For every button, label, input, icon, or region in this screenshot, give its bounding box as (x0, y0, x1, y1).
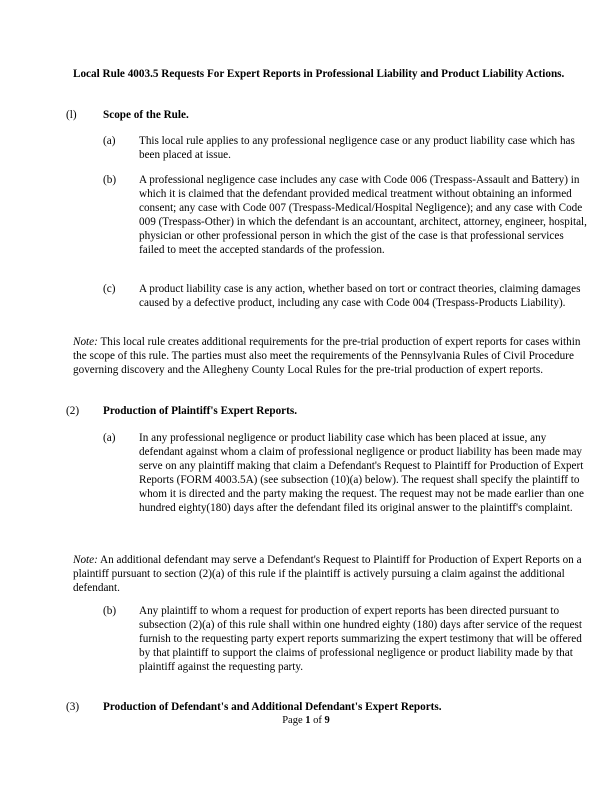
current-page-number: 1 (305, 715, 311, 726)
section-2-item-b-text: Any plaintiff to whom a request for production of expert reports has been directed pursuant to subsection (2)(a) of this rule shall within one hundred eighty (180) days after service of the request furnish to the requesting party expert reports summarizing the expert testimony that will be offered by that plaintiff to support the claims of professional negligence or product liability made by that plaintiff against the requesting party. (139, 605, 583, 673)
note-label: Note: (73, 554, 98, 566)
section-1-item-b-text: A professional negligence case includes any case with Code 006 (Trespass-Assault and Battery) in which it is claimed that the defendant provided medical treatment without obtaining an informed consent; any case with Code 007 (Trespass-Medical/Hospital Negligence); and any case with Code 009 (Trespass-Other) in which the defendant is an accountant, architect, attorney, engineer, hospital, physician or other professional person in which the gist of the case is that professional services failed to meet the accepted standards of the profession. (139, 174, 587, 256)
section-2-heading: Production of Plaintiff's Expert Reports. (103, 405, 298, 417)
page-footer (0, 714, 612, 728)
section-2-item-a-text: In any professional negligence or product liability case which has been placed at issue, any defendant against whom a claim of professional negligence or product liability has been made may serve on any plaintiff making that claim a Defendant's Request to Plaintiff for Production of Expert Reports (FORM 4003.5A) (see subsection (10)(a) below). The request shall specify the plaintiff to whom it is directed and the party making the request. The request may not be made earlier than one hundred eighty(180) days after the defendant filed its original answer to the plaintiff's complaint. (139, 432, 584, 514)
footer-middle: of (310, 715, 325, 726)
section-2-item-b-label: (b) (103, 605, 117, 617)
section-1-item-a-label: (a) (103, 135, 116, 147)
section-1-item-a-text: This local rule applies to any professional negligence case or any product liability case which has been placed at issue. (139, 135, 575, 161)
section-1-note (73, 335, 593, 377)
section-3-heading: Production of Defendant's and Additional Defendant's Expert Reports. (103, 701, 442, 713)
section-1-number: (l) (66, 109, 77, 121)
footer-prefix: Page (282, 715, 306, 726)
section-2-number: (2) (66, 405, 80, 417)
section-1-item-c-text: A product liability case is any action, whether based on tort or contract theories, claiming damages caused by a defective product, including any case with Code 004 (Trespass-Products Liability). (139, 283, 581, 309)
note-label: Note: (73, 336, 98, 348)
section-3-number: (3) (66, 701, 80, 713)
section-2-item-a-label: (a) (103, 432, 116, 444)
document-title: Local Rule 4003.5 Requests For Expert Reports in Professional Liability and Product Liability Actions. (73, 68, 565, 80)
section-2-note (73, 553, 593, 595)
note-text: An additional defendant may serve a Defendant's Request to Plaintiff for Production of Expert Reports on a plaintiff pursuant to section (2)(a) of this rule if the plaintiff is actively pursuing a claim against the additional defendant. (73, 554, 582, 594)
total-page-count: 9 (324, 715, 330, 726)
section-1-item-b-label: (b) (103, 174, 117, 186)
note-text: This local rule creates additional requirements for the pre-trial production of expert reports for cases within the scope of this rule. The parties must also meet the requirements of the Pennsylvania Rules of Civil Procedure governing discovery and the Allegheny County Local Rules for the pre-trial production of expert reports. (73, 336, 581, 376)
section-1-heading: Scope of the Rule. (103, 109, 189, 121)
section-1-item-c-label: (c) (103, 283, 116, 295)
